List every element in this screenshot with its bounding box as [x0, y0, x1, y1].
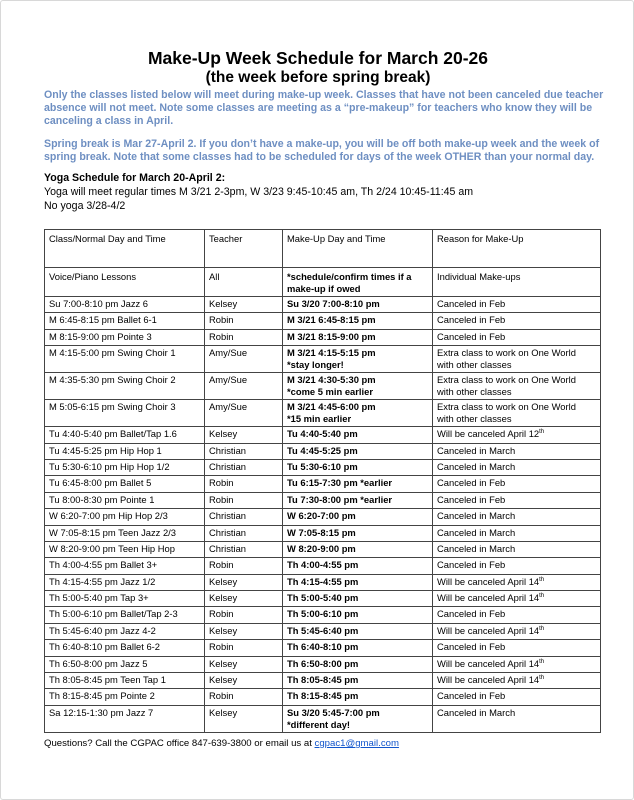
makeup-time: M 3/21 4:30-5:30 pm	[287, 374, 376, 386]
teacher-cell: Robin	[205, 607, 283, 623]
class-cell: Sa 12:15-1:30 pm Jazz 7	[45, 705, 205, 732]
reason-text: Will be canceled April 14	[437, 624, 540, 636]
header-class: Class/Normal Day and Time	[45, 230, 205, 268]
makeup-cell	[283, 297, 433, 313]
reason-cell	[433, 689, 601, 705]
teacher-cell: Christian	[205, 509, 283, 525]
reason-text: Will be canceled April 14	[437, 657, 540, 669]
class-cell: M 4:35-5:30 pm Swing Choir 2	[45, 373, 205, 400]
teacher-cell: Kelsey	[205, 297, 283, 313]
reason-cell	[433, 476, 601, 492]
teacher-cell: Robin	[205, 492, 283, 508]
class-cell: Tu 6:45-8:00 pm Ballet 5	[45, 476, 205, 492]
page-subtitle: (the week before spring break)	[205, 69, 431, 86]
makeup-note: *different day!	[287, 718, 351, 730]
reason-cell	[433, 346, 601, 373]
makeup-time: Tu 7:30-8:00 pm *earlier	[287, 493, 393, 505]
reason-text: Canceled in Feb	[437, 559, 506, 571]
makeup-cell	[283, 558, 433, 574]
makeup-time: M 3/21 6:45-8:15 pm	[287, 314, 376, 326]
table-row	[45, 492, 601, 508]
makeup-cell	[283, 427, 433, 443]
makeup-time: M 3/21 4:45-6:00 pm	[287, 401, 376, 413]
makeup-cell	[283, 346, 433, 373]
reason-text: Canceled in March	[437, 460, 516, 472]
makeup-time: Tu 6:15-7:30 pm *earlier	[287, 477, 393, 489]
table-header-row	[45, 230, 601, 268]
header-reason: Reason for Make-Up	[433, 230, 601, 268]
table-row	[45, 329, 601, 345]
makeup-cell	[283, 525, 433, 541]
reason-text: Canceled in Feb	[437, 608, 506, 620]
makeup-cell	[283, 574, 433, 590]
header-teacher: Teacher	[205, 230, 283, 268]
makeup-cell	[283, 268, 433, 297]
makeup-time: W 6:20-7:00 pm	[287, 510, 356, 522]
makeup-note: *come 5 min earlier	[287, 386, 373, 398]
reason-text: Will be canceled April 14	[437, 575, 540, 587]
table-row	[45, 459, 601, 475]
table-row	[45, 558, 601, 574]
teacher-cell: Robin	[205, 558, 283, 574]
reason-text: Canceled in March	[437, 542, 516, 554]
makeup-cell	[283, 492, 433, 508]
class-cell: Th 8:05-8:45 pm Teen Tap 1	[45, 673, 205, 689]
teacher-cell: Robin	[205, 640, 283, 656]
reason-text: Canceled in March	[437, 510, 516, 522]
class-cell: Tu 4:45-5:25 pm Hip Hop 1	[45, 443, 205, 459]
reason-cell	[433, 443, 601, 459]
class-cell: Su 7:00-8:10 pm Jazz 6	[45, 297, 205, 313]
makeup-cell	[283, 591, 433, 607]
class-cell: Voice/Piano Lessons	[45, 268, 205, 297]
spring-break-paragraph: Spring break is Mar 27-April 2. If you don’t have a make-up, you will be off both make-up week and the week of spring break. Note that some classes had to be scheduled for days of the week OTHER than your normal day.	[44, 138, 600, 163]
class-cell: Th 8:15-8:45 pm Pointe 2	[45, 689, 205, 705]
reason-cell	[433, 541, 601, 557]
ordinal-suffix: th	[539, 593, 545, 600]
reason-text: Canceled in Feb	[437, 477, 506, 489]
yoga-no-class: No yoga 3/28-4/2	[44, 200, 126, 212]
makeup-time: Th 5:45-6:40 pm	[287, 624, 359, 636]
reason-cell	[433, 640, 601, 656]
reason-cell	[433, 492, 601, 508]
reason-cell	[433, 705, 601, 732]
makeup-note: make-up if owed	[287, 283, 361, 294]
teacher-cell: Amy/Sue	[205, 373, 283, 400]
makeup-time: Su 3/20 7:00-8:10 pm	[287, 298, 380, 309]
ordinal-suffix: th	[539, 658, 545, 665]
table-row	[45, 591, 601, 607]
reason-text: Canceled in Feb	[437, 641, 506, 653]
makeup-schedule-table	[44, 229, 601, 733]
table-row	[45, 656, 601, 672]
makeup-cell	[283, 443, 433, 459]
teacher-cell: Robin	[205, 689, 283, 705]
table-row	[45, 607, 601, 623]
ordinal-suffix: th	[539, 576, 545, 583]
makeup-time: W 8:20-9:00 pm	[287, 542, 356, 554]
ordinal-suffix: th	[539, 429, 545, 436]
reason-text: Will be canceled April 14	[437, 674, 540, 686]
class-cell: W 8:20-9:00 pm Teen Hip Hop	[45, 541, 205, 557]
reason-text: Canceled in March	[437, 706, 516, 718]
reason-cell	[433, 574, 601, 590]
class-cell: Th 6:40-8:10 pm Ballet 6-2	[45, 640, 205, 656]
teacher-cell: Kelsey	[205, 574, 283, 590]
reason-cell	[433, 400, 601, 427]
table-row	[45, 297, 601, 313]
reason-text: Individual Make-ups	[437, 271, 521, 282]
class-cell: Tu 5:30-6:10 pm Hip Hop 1/2	[45, 459, 205, 475]
table-row	[45, 313, 601, 329]
reason-cell	[433, 607, 601, 623]
email-link[interactable]: cgpac1@gmail.com	[314, 738, 399, 749]
makeup-time: Su 3/20 5:45-7:00 pm	[287, 706, 380, 718]
table-row	[45, 673, 601, 689]
reason-text: Canceled in March	[437, 526, 516, 538]
reason-cell	[433, 509, 601, 525]
teacher-cell: Kelsey	[205, 673, 283, 689]
reason-text: Canceled in Feb	[437, 330, 506, 342]
reason-text-cont: with other classes	[437, 359, 512, 371]
class-cell: M 8:15-9:00 pm Pointe 3	[45, 329, 205, 345]
makeup-cell	[283, 509, 433, 525]
makeup-cell	[283, 689, 433, 705]
class-cell: Th 5:00-5:40 pm Tap 3+	[45, 591, 205, 607]
teacher-cell: Robin	[205, 476, 283, 492]
reason-cell	[433, 459, 601, 475]
reason-cell	[433, 623, 601, 639]
reason-cell	[433, 591, 601, 607]
makeup-time: Th 8:15-8:45 pm	[287, 690, 359, 702]
reason-cell	[433, 313, 601, 329]
teacher-cell: Kelsey	[205, 427, 283, 443]
table-row	[45, 400, 601, 427]
makeup-time: Th 5:00-6:10 pm	[287, 608, 359, 620]
makeup-cell	[283, 329, 433, 345]
teacher-cell: Amy/Sue	[205, 346, 283, 373]
reason-text: Canceled in March	[437, 444, 516, 456]
reason-cell	[433, 673, 601, 689]
footer-text: Questions? Call the CGPAC office 847-639-3800 or email us at	[44, 738, 315, 749]
table-row	[45, 689, 601, 705]
makeup-cell	[283, 541, 433, 557]
teacher-cell: Kelsey	[205, 705, 283, 732]
teacher-cell: Christian	[205, 541, 283, 557]
yoga-heading: Yoga Schedule for March 20-April 2:	[44, 172, 226, 184]
class-cell: Tu 4:40-5:40 pm Ballet/Tap 1.6	[45, 427, 205, 443]
makeup-time: Tu 5:30-6:10 pm	[287, 460, 358, 472]
makeup-cell	[283, 673, 433, 689]
reason-text: Will be canceled April 12	[437, 428, 540, 440]
makeup-cell	[283, 476, 433, 492]
table-row	[45, 574, 601, 590]
class-cell: M 6:45-8:15 pm Ballet 6-1	[45, 313, 205, 329]
class-cell: Th 4:15-4:55 pm Jazz 1/2	[45, 574, 205, 590]
makeup-time: M 3/21 8:15-9:00 pm	[287, 330, 376, 342]
class-cell: W 6:20-7:00 pm Hip Hop 2/3	[45, 509, 205, 525]
reason-cell	[433, 525, 601, 541]
table-row	[45, 705, 601, 732]
reason-cell	[433, 329, 601, 345]
teacher-cell: Kelsey	[205, 591, 283, 607]
class-cell: Tu 8:00-8:30 pm Pointe 1	[45, 492, 205, 508]
teacher-cell: Kelsey	[205, 623, 283, 639]
class-cell: W 7:05-8:15 pm Teen Jazz 2/3	[45, 525, 205, 541]
makeup-note: *15 min earlier	[287, 413, 352, 425]
reason-cell	[433, 427, 601, 443]
makeup-time: *schedule/confirm times if a	[287, 271, 412, 282]
makeup-cell	[283, 400, 433, 427]
makeup-cell	[283, 623, 433, 639]
intro-paragraph: Only the classes listed below will meet during make-up week. Classes that have not been canceled due teacher absence will not meet. Note some classes are meeting as a “pre-makeup” for teachers who know they will be canceling a class in April.	[44, 89, 604, 127]
class-cell: Th 6:50-8:00 pm Jazz 5	[45, 656, 205, 672]
makeup-cell	[283, 313, 433, 329]
teacher-cell: Christian	[205, 525, 283, 541]
teacher-cell: Amy/Sue	[205, 400, 283, 427]
makeup-cell	[283, 607, 433, 623]
table-row	[45, 427, 601, 443]
reason-cell	[433, 558, 601, 574]
makeup-time: Th 4:00-4:55 pm	[287, 559, 359, 571]
table-row	[45, 346, 601, 373]
makeup-time: M 3/21 4:15-5:15 pm	[287, 347, 376, 359]
footer	[44, 738, 399, 750]
yoga-times: Yoga will meet regular times M 3/21 2-3pm, W 3/23 9:45-10:45 am, Th 2/24 10:45-11:45 am	[44, 186, 474, 198]
makeup-cell	[283, 373, 433, 400]
makeup-cell	[283, 656, 433, 672]
reason-text-cont: with other classes	[437, 386, 512, 398]
table-row	[45, 443, 601, 459]
reason-text: Canceled in Feb	[437, 314, 506, 326]
reason-cell	[433, 373, 601, 400]
reason-cell	[433, 297, 601, 313]
makeup-cell	[283, 705, 433, 732]
teacher-cell: Christian	[205, 443, 283, 459]
reason-text: Extra class to work on One World	[437, 374, 576, 386]
reason-text: Extra class to work on One World	[437, 401, 576, 413]
table-row	[45, 509, 601, 525]
table-row	[45, 623, 601, 639]
header-makeup: Make-Up Day and Time	[283, 230, 433, 268]
makeup-time: Th 4:15-4:55 pm	[287, 575, 359, 587]
table-row	[45, 476, 601, 492]
reason-text: Will be canceled April 14	[437, 592, 540, 604]
makeup-time: Tu 4:40-5:40 pm	[287, 428, 358, 440]
makeup-time: Th 6:40-8:10 pm	[287, 641, 359, 653]
table-row	[45, 525, 601, 541]
reason-text: Canceled in Feb	[437, 493, 506, 505]
reason-text-cont: with other classes	[437, 413, 512, 425]
ordinal-suffix: th	[539, 675, 545, 682]
reason-cell	[433, 656, 601, 672]
reason-text: Canceled in Feb	[437, 690, 506, 702]
makeup-note: *stay longer!	[287, 359, 344, 371]
ordinal-suffix: th	[539, 625, 545, 632]
class-cell: M 4:15-5:00 pm Swing Choir 1	[45, 346, 205, 373]
makeup-time: Th 6:50-8:00 pm	[287, 657, 359, 669]
class-cell: Th 5:00-6:10 pm Ballet/Tap 2-3	[45, 607, 205, 623]
makeup-cell	[283, 459, 433, 475]
makeup-time: Th 8:05-8:45 pm	[287, 674, 359, 686]
table-row	[45, 541, 601, 557]
reason-text: Extra class to work on One World	[437, 347, 576, 359]
class-cell: M 5:05-6:15 pm Swing Choir 3	[45, 400, 205, 427]
makeup-time: W 7:05-8:15 pm	[287, 526, 356, 538]
teacher-cell: Robin	[205, 329, 283, 345]
table-row	[45, 640, 601, 656]
page-title: Make-Up Week Schedule for March 20-26	[147, 48, 489, 68]
reason-text: Canceled in Feb	[437, 298, 506, 309]
class-cell: Th 5:45-6:40 pm Jazz 4-2	[45, 623, 205, 639]
teacher-cell: Robin	[205, 313, 283, 329]
table-row	[45, 373, 601, 400]
teacher-cell: Kelsey	[205, 656, 283, 672]
teacher-cell: All	[205, 268, 283, 297]
class-cell: Th 4:00-4:55 pm Ballet 3+	[45, 558, 205, 574]
makeup-time: Th 5:00-5:40 pm	[287, 592, 359, 604]
makeup-time: Tu 4:45-5:25 pm	[287, 444, 358, 456]
reason-cell	[433, 268, 601, 297]
teacher-cell: Christian	[205, 459, 283, 475]
table-row	[45, 268, 601, 297]
makeup-cell	[283, 640, 433, 656]
